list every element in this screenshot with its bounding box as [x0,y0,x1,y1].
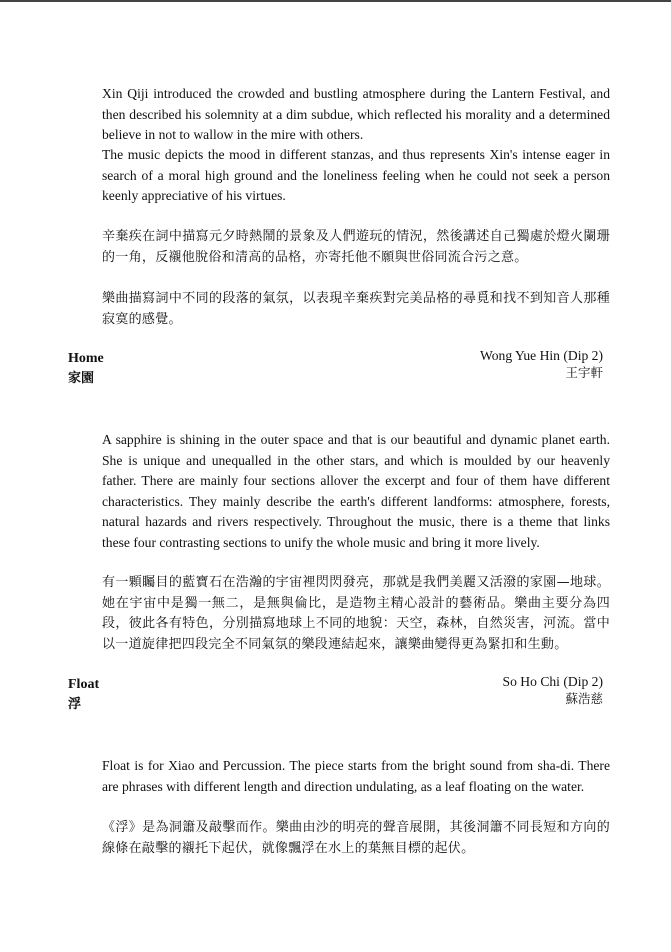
home-title [68,349,104,389]
home-title-chinese: 家園 [68,371,95,386]
float-english-description: Float is for Xiao and Percussion. The piece starts from the bright sound from sha-di. There are phrases with different length and direction undulating, as a leaf floating on the water. [102,758,610,794]
home-title-english: Home [68,351,104,366]
home-composer-english: Wong Yue Hin (Dip 2) [480,348,603,363]
intro-chinese-paragraph-2: 樂曲描寫詞中不同的段落的氣氛，以表現辛棄疾對完美品格的尋覓和找不到知音人那種寂寞的感覺。 [102,291,610,327]
float-title-english: Float [68,677,100,692]
home-composer [480,347,603,381]
home-chinese-description: 有一顆矚目的藍寶石在浩瀚的宇宙裡閃閃發亮，那就是我們美麗又活潑的家園—地球。她在宇宙中是獨一無二，是無與倫比，是造物主精心設計的藝術品。樂曲主要分為四段，彼此各有特色，分別描寫地球上不同的地貌：天空，森林，自然災害，河流。當中以一道旋律把四段完全不同氣氛的樂段連結起來，讓樂曲變得更為緊扣和生動。 [102,575,610,652]
home-english-description: A sapphire is shining in the outer space and that is our beautiful and dynamic planet earth. She is unique and unequalled in the other stars, and which is moulded by our heavenly father. There are mainly four sections allover the excerpt and four of them have different characteristics. They mainly describe the earth's different landforms: atmosphere, forests, natural hazards and rivers respectively. Throughout the music, there is a theme that links these four contrasting sections to unify the whole music and bring it more lively. [102,432,610,550]
float-composer-chinese: 蘇浩慈 [565,691,603,706]
top-border-line [0,0,671,2]
float-composer [503,673,603,707]
float-title-chinese: 浮 [68,697,82,712]
float-chinese-description: 《浮》是為洞簫及敲擊而作。樂曲由沙的明亮的聲音展開，其後洞簫不同長短和方向的線條在敲擊的襯托下起伏，就像飄浮在水上的葉無目標的起伏。 [102,820,610,856]
intro-chinese-paragraph-1: 辛棄疾在詞中描寫元夕時熱鬧的景象及人們遊玩的情況，然後講述自己獨處於燈火闌珊的一角，反襯他脫俗和清高的品格，亦寄托他不願與世俗同流合污之意。 [102,229,610,265]
intro-english-paragraph-2: The music depicts the mood in different stanzas, and thus represents Xin's intense eager in search of a moral high ground and the loneliness feeling when he could not seek a person keenly appreciative of his virtues. [102,147,610,204]
float-composer-english: So Ho Chi (Dip 2) [502,674,603,689]
intro-english-paragraph-1: Xin Qiji introduced the crowded and bustling atmosphere during the Lantern Festival, and then described his solemnity at a dim subdue, which reflected his morality and a determined believe in not to wallow in the mire with others. [102,86,610,143]
float-title [68,675,99,715]
home-composer-chinese: 王宇軒 [565,365,603,380]
